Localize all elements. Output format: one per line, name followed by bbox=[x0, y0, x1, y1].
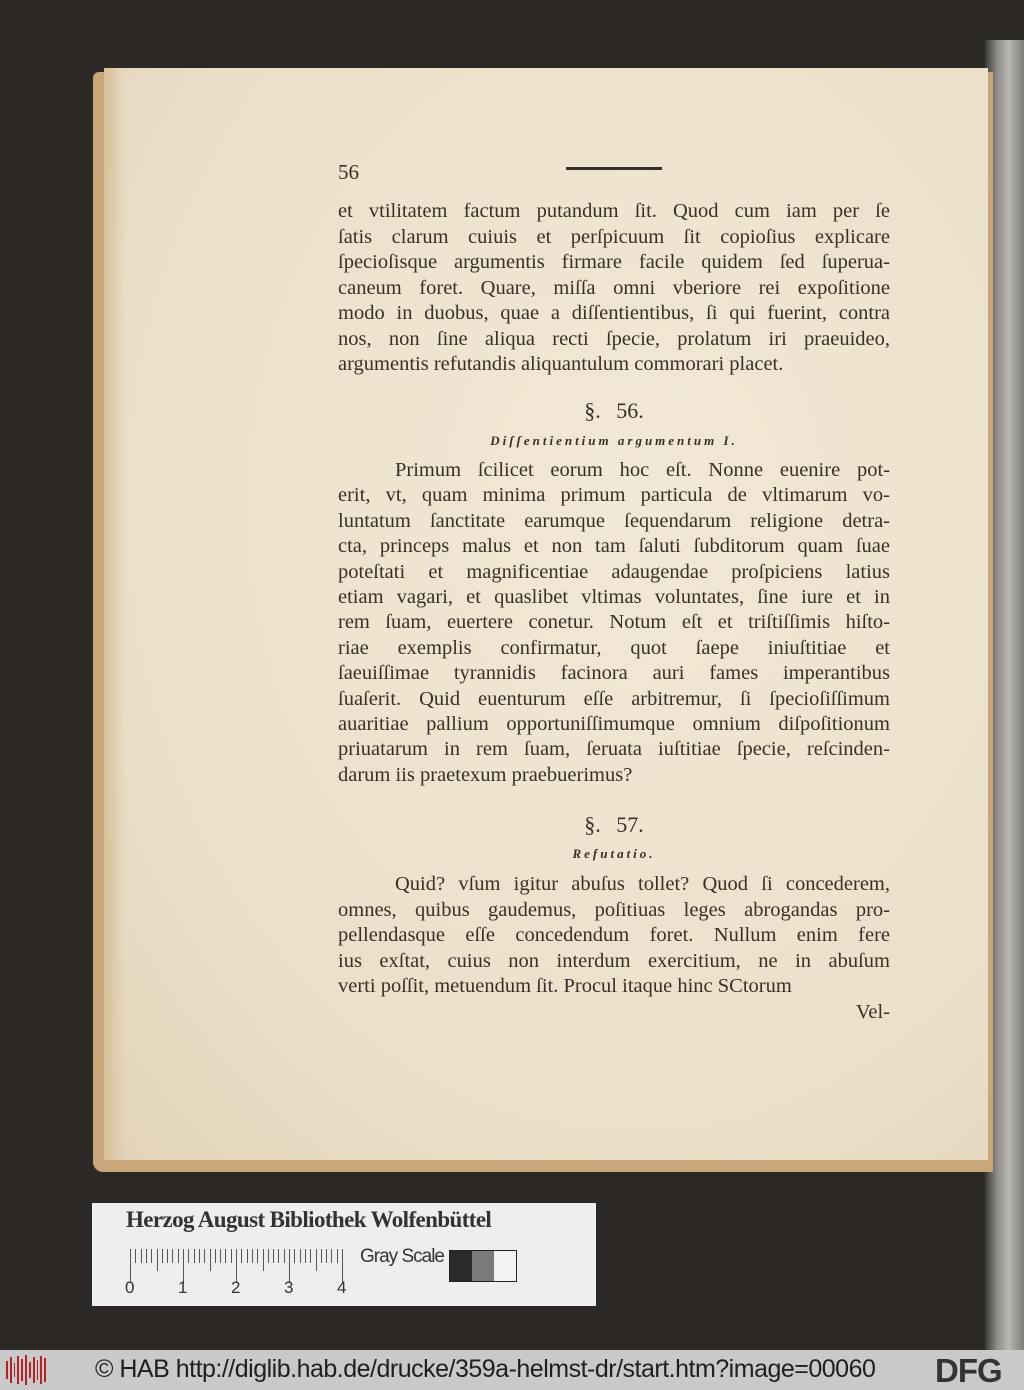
text-line: modo in duobus, quae a diſſentientibus, ſi qui fuerint, contra bbox=[338, 302, 890, 324]
text-line: ſaeuiſſimae tyrannidis facinora auri fames imperantibus bbox=[338, 662, 890, 685]
text-line: auaritiae pallium opportuniſſimumque omnium diſpoſitionum bbox=[338, 713, 890, 735]
text-line: riae exemplis confirmatur, quot ſaepe iniuſtitiae et bbox=[338, 636, 890, 659]
ruler-number: 2 bbox=[231, 1278, 241, 1297]
section-57-subtitle: Refutatio. bbox=[572, 846, 656, 861]
text-line: caneum foret. Quare, miſſa omni vberiore rei expoſitione bbox=[338, 276, 890, 299]
text-line: priuatarum in rem ſuam, ſeruata iuſtitiae ſpecie, reſcinden- bbox=[338, 738, 890, 761]
text-line: argumentis refutandis aliquantulum commorari placet. bbox=[338, 353, 784, 375]
ruler-number: 0 bbox=[125, 1278, 135, 1297]
ruler-tick bbox=[188, 1249, 189, 1263]
gray-swatch-patch bbox=[450, 1251, 472, 1281]
ruler-tick bbox=[247, 1249, 248, 1263]
text-line: ſatis clarum cuiuis et perſpicuum ſit copioſius explicare bbox=[338, 225, 890, 248]
logo-bar bbox=[29, 1362, 31, 1378]
logo-bar bbox=[37, 1360, 39, 1380]
ruler-tick bbox=[263, 1249, 264, 1271]
ruler-tick bbox=[337, 1249, 338, 1263]
text-line: verti poſſit, metuendum ſit. Procul itaque hinc SCtorum bbox=[338, 975, 792, 997]
copyright-url[interactable]: © HAB http://diglib.hab.de/drucke/359a-helmst-dr/start.htm?image=00060 bbox=[95, 1355, 876, 1383]
ruler-tick bbox=[310, 1249, 311, 1263]
footer-bar bbox=[0, 1350, 1024, 1390]
text-line: Quid? vſum igitur abuſus tollet? Quod ſi concederem, bbox=[395, 873, 890, 895]
text-line: et vtilitatem factum putandum ſit. Quod cum iam per ſe bbox=[338, 200, 890, 222]
ruler-tick bbox=[215, 1249, 216, 1263]
ruler-tick bbox=[225, 1249, 226, 1263]
ruler-tick bbox=[204, 1249, 205, 1263]
ruler-tick bbox=[172, 1249, 173, 1263]
section-56-heading: §. 56. bbox=[584, 398, 644, 423]
ruler-number: 1 bbox=[178, 1278, 188, 1297]
dfg-logo: DFG bbox=[935, 1352, 1002, 1389]
header-rule bbox=[566, 167, 662, 170]
text-line: darum iis praetexum praebuerimus? bbox=[338, 763, 633, 786]
ruler-number: 3 bbox=[284, 1278, 294, 1297]
ruler-tick bbox=[157, 1249, 158, 1271]
page-gutter-shadow bbox=[104, 68, 126, 1160]
ruler-tick bbox=[321, 1249, 322, 1263]
catchword: Vel- bbox=[855, 1001, 890, 1023]
text-line: Primum ſcilicet eorum hoc eſt. Nonne euenire pot- bbox=[395, 459, 890, 481]
gray-swatch-patch bbox=[472, 1251, 494, 1281]
ruler-tick bbox=[294, 1249, 295, 1263]
logo-bar bbox=[10, 1357, 12, 1383]
logo-bar bbox=[40, 1356, 42, 1384]
logo-bar bbox=[6, 1361, 8, 1379]
section-57-heading: §. 57. bbox=[584, 812, 644, 837]
ruler-tick bbox=[199, 1249, 200, 1263]
text-line: poteſtati et magnificentiae adaugendae proſpiciens latius bbox=[338, 560, 890, 583]
text-line: ius exſtat, cuius non interdum exercitium, ne in abuſum bbox=[338, 949, 890, 972]
ruler-tick bbox=[141, 1249, 142, 1263]
text-line: pellendasque eſſe concedendum foret. Nullum enim fere bbox=[338, 924, 890, 946]
ruler-tick bbox=[178, 1249, 179, 1263]
logo-bar bbox=[44, 1358, 46, 1382]
text-line: ſpecioſisque argumentis firmare facile quidem ſed ſuperua- bbox=[338, 251, 890, 273]
text-line: nos, non ſine aliqua recti ſpecie, prolatum iri praeuideo, bbox=[338, 327, 890, 350]
ruler-scale bbox=[130, 1249, 352, 1285]
ruler-tick bbox=[273, 1249, 274, 1263]
ruler-tick bbox=[194, 1249, 195, 1263]
ruler-tick bbox=[284, 1249, 285, 1263]
ruler-tick bbox=[162, 1249, 163, 1263]
ruler-tick bbox=[278, 1249, 279, 1263]
page-number: 56 bbox=[338, 160, 359, 184]
text-line: erit, vt, quam minima primum particula de vltimarum vo- bbox=[338, 484, 890, 507]
gray-scale-label: Gray Scale bbox=[360, 1246, 444, 1267]
ruler-tick bbox=[300, 1249, 301, 1263]
text-line: ſuaſerit. Quid euenturum eſſe arbitremur, ſi ſpecioſiſſimum bbox=[338, 687, 890, 710]
ruler-tick bbox=[151, 1249, 152, 1263]
section-56-subtitle: Diſſentientium argumentum I. bbox=[490, 433, 738, 448]
ruler-tick bbox=[241, 1249, 242, 1263]
text-line: luntatum ſanctitate earumque ſequendarum religione detra- bbox=[338, 509, 890, 532]
logo-bar bbox=[17, 1356, 19, 1384]
gray-swatch-patch bbox=[494, 1251, 516, 1281]
ruler-tick bbox=[210, 1249, 211, 1271]
logo-bar bbox=[25, 1355, 27, 1385]
text-line: cta, princeps malus et non tam ſaluti ſubditorum quam ſuae bbox=[338, 535, 890, 558]
ruler-tick bbox=[257, 1249, 258, 1263]
library-name: Herzog August Bibliothek Wolfenbüttel bbox=[126, 1207, 492, 1232]
ruler-tick bbox=[268, 1249, 269, 1263]
logo-bar bbox=[33, 1357, 35, 1383]
ruler-tick bbox=[135, 1249, 136, 1263]
gray-scale-swatch bbox=[449, 1250, 517, 1282]
text-line: etiam vagari, et quaslibet vltimas voluntates, ſine iure et in bbox=[338, 586, 890, 608]
ruler-tick bbox=[331, 1249, 332, 1263]
ruler-tick bbox=[316, 1249, 317, 1271]
ruler-number: 4 bbox=[337, 1278, 347, 1297]
ruler-tick bbox=[305, 1249, 306, 1263]
ruler-tick bbox=[167, 1249, 168, 1263]
text-line: rem ſuam, euertere conetur. Notum eſt et triſtiſſimis hiſto- bbox=[338, 611, 890, 634]
logo-bar bbox=[14, 1363, 16, 1377]
text-line: omnes, quibus gaudemus, poſitiuas leges abrogandas pro- bbox=[338, 898, 890, 921]
ruler-tick bbox=[252, 1249, 253, 1263]
ruler-tick bbox=[231, 1249, 232, 1263]
ruler-tick bbox=[326, 1249, 327, 1263]
ruler-tick bbox=[220, 1249, 221, 1263]
hab-logo-icon bbox=[6, 1355, 46, 1385]
logo-bar bbox=[21, 1359, 23, 1381]
ruler-tick bbox=[146, 1249, 147, 1263]
